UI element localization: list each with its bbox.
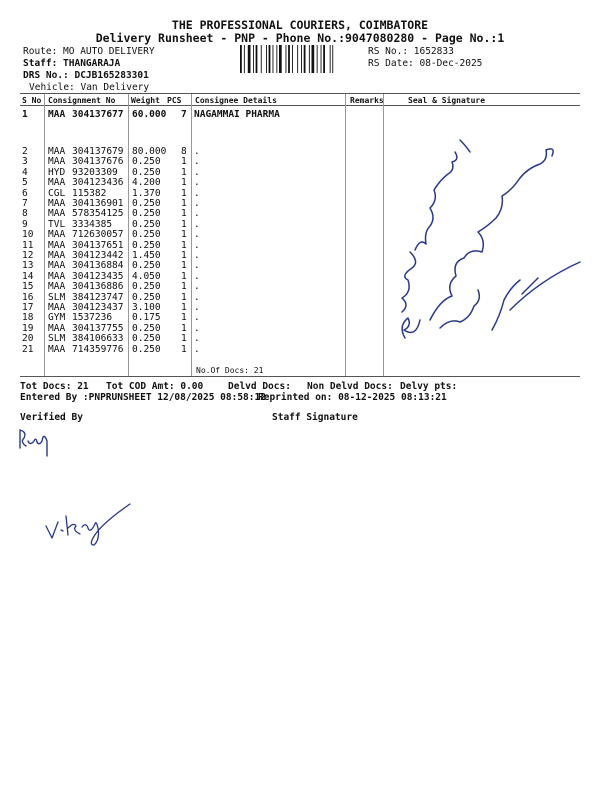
row-consignment-prefix: SLM <box>48 333 66 345</box>
row-consignment-number: 384106633 <box>72 333 124 345</box>
row-sno: 10 <box>22 229 34 241</box>
runsheet-title: Delivery Runsheet - PNP - Phone No.:9047080280 - Page No.:1 <box>95 31 505 45</box>
row-weight: 0.250 <box>132 260 161 272</box>
receiver-signature <box>402 140 580 338</box>
row-weight: 0.250 <box>132 208 161 220</box>
row-consignment-prefix: MAA <box>48 156 66 168</box>
row-consignment-number: 304123435 <box>72 270 124 282</box>
row-pcs: 1 <box>181 333 187 345</box>
verifier-signature <box>46 504 130 545</box>
row-consignment-number: 93203309 <box>72 166 118 178</box>
row-sno: 19 <box>22 322 34 334</box>
row-consignment-prefix: MAA <box>48 229 66 241</box>
row-sno: 2 <box>22 146 28 157</box>
row-sno: 4 <box>22 166 28 178</box>
row-consignment-number: 304136884 <box>72 260 124 272</box>
row-consignment-number: 712630057 <box>72 229 124 241</box>
row-weight: 0.250 <box>132 291 161 303</box>
row-consignment-prefix: MAA <box>48 109 66 120</box>
row-consignee: . <box>194 187 200 199</box>
row-sno: 3 <box>22 156 28 168</box>
row-consignee: . <box>194 146 200 157</box>
row-pcs: 1 <box>181 322 187 334</box>
row-pcs: 1 <box>181 260 187 272</box>
delivery-points: Delvy pts: <box>400 381 458 392</box>
row-consignee: . <box>194 312 200 324</box>
row-consignee: . <box>194 343 200 355</box>
row-consignment-prefix: SLM <box>48 291 66 303</box>
row-weight: 0.175 <box>132 312 161 324</box>
row-sno: 17 <box>22 302 34 313</box>
row-sno: 8 <box>22 208 28 220</box>
row-consignment-number: 115382 <box>72 187 107 199</box>
row-consignee: . <box>194 218 200 230</box>
row-pcs: 8 <box>181 146 187 157</box>
total-cod-amount: Tot COD Amt: 0.00 <box>106 381 204 392</box>
row-weight: 0.250 <box>132 322 161 334</box>
row-weight: 0.250 <box>132 343 161 355</box>
row-pcs: 1 <box>181 177 187 189</box>
row-pcs: 1 <box>181 229 187 241</box>
row-consignment-prefix: MAA <box>48 343 66 355</box>
row-consignment-prefix: GYM <box>48 312 66 324</box>
row-weight: 60.000 <box>132 109 167 120</box>
row-weight: 0.250 <box>132 229 161 241</box>
row-pcs: 1 <box>181 291 187 303</box>
row-weight: 0.250 <box>132 333 161 345</box>
row-pcs: 7 <box>181 109 187 120</box>
row-pcs: 1 <box>181 187 187 199</box>
delivered-docs: Delvd Docs: <box>228 381 291 392</box>
row-weight: 0.250 <box>132 166 161 178</box>
row-pcs: 1 <box>181 239 187 251</box>
row-consignment-number: 304137677 <box>72 109 124 120</box>
row-consignee: . <box>194 322 200 334</box>
route-label: Route: MO AUTO DELIVERY <box>23 46 155 57</box>
vehicle-label: Vehicle: Van Delivery <box>29 82 150 93</box>
row-weight: 1.370 <box>132 187 161 199</box>
row-pcs: 1 <box>181 218 187 230</box>
row-consignment-prefix: TVL <box>48 218 66 230</box>
row-weight: 3.100 <box>132 302 161 313</box>
row-pcs: 1 <box>181 156 187 168</box>
row-consignment-prefix: CGL <box>48 187 66 199</box>
row-consignee: . <box>194 208 200 220</box>
row-consignment-number: 304136886 <box>72 281 124 293</box>
verified-by-label: Verified By <box>20 412 83 423</box>
row-sno: 5 <box>22 177 28 189</box>
row-consignment-number: 304137755 <box>72 322 124 334</box>
row-consignee: . <box>194 250 200 261</box>
row-weight: 0.250 <box>132 218 161 230</box>
row-consignee: . <box>194 198 200 209</box>
row-pcs: 1 <box>181 198 187 209</box>
row-sno: 1 <box>22 109 28 120</box>
row-consignment-prefix: MAA <box>48 208 66 220</box>
row-consignment-prefix: MAA <box>48 198 66 209</box>
row-consignment-prefix: MAA <box>48 146 66 157</box>
col-consignment: Consignment No <box>48 96 116 105</box>
staff-label: Staff: THANGARAJA <box>23 58 121 69</box>
entered-by: Entered By :PNPRUNSHEET 12/08/2025 08:58:12 <box>20 392 266 403</box>
row-consignee: . <box>194 166 200 178</box>
row-weight: 0.250 <box>132 239 161 251</box>
verifier-initials <box>20 430 47 456</box>
row-consignee: . <box>194 229 200 241</box>
row-consignment-prefix: MAA <box>48 177 66 189</box>
staff-signature-label: Staff Signature <box>272 412 358 423</box>
row-consignment-number: 1537236 <box>72 312 113 324</box>
row-consignment-prefix: MAA <box>48 281 66 293</box>
col-pcs: PCS <box>167 96 182 105</box>
row-consignment-prefix: MAA <box>48 260 66 272</box>
row-sno: 14 <box>22 270 34 282</box>
row-consignee: . <box>194 239 200 251</box>
row-consignee: . <box>194 270 200 282</box>
col-consignee: Consignee Details <box>195 96 277 105</box>
row-consignee: . <box>194 302 200 313</box>
rs-number: RS No.: 1652833 <box>368 46 454 57</box>
row-consignee: . <box>194 177 200 189</box>
row-consignee: . <box>194 333 200 345</box>
total-docs: Tot Docs: 21 <box>20 381 89 392</box>
row-consignee: . <box>194 260 200 272</box>
row-sno: 13 <box>22 260 34 272</box>
non-delivered-docs: Non Delvd Docs: <box>307 381 393 392</box>
row-consignment-number: 304137651 <box>72 239 124 251</box>
row-consignee: NAGAMMAI PHARMA <box>194 109 280 120</box>
row-sno: 20 <box>22 333 34 345</box>
row-consignment-number: 304136901 <box>72 198 124 209</box>
row-pcs: 1 <box>181 343 187 355</box>
col-sno: S No <box>22 96 42 105</box>
reprinted-on: Reprinted on: 08-12-2025 08:13:21 <box>258 392 447 403</box>
row-consignee: . <box>194 281 200 293</box>
row-consignment-prefix: MAA <box>48 302 66 313</box>
row-sno: 11 <box>22 239 34 251</box>
col-weight: Weight <box>131 96 160 105</box>
row-sno: 16 <box>22 291 34 303</box>
row-pcs: 1 <box>181 208 187 220</box>
row-sno: 9 <box>22 218 28 230</box>
row-consignment-number: 578354125 <box>72 208 124 220</box>
row-consignment-prefix: MAA <box>48 250 66 261</box>
row-consignment-number: 304123442 <box>72 250 124 261</box>
row-pcs: 1 <box>181 312 187 324</box>
row-sno: 6 <box>22 187 28 199</box>
row-weight: 0.250 <box>132 198 161 209</box>
row-consignment-number: 304123437 <box>72 302 124 313</box>
row-weight: 0.250 <box>132 156 161 168</box>
row-pcs: 1 <box>181 166 187 178</box>
row-consignment-number: 714359776 <box>72 343 124 355</box>
row-sno: 21 <box>22 343 34 355</box>
row-pcs: 1 <box>181 250 187 261</box>
row-consignment-prefix: MAA <box>48 322 66 334</box>
no-of-docs: No.Of Docs: 21 <box>196 366 264 375</box>
row-consignment-number: 304137679 <box>72 146 124 157</box>
row-consignee: . <box>194 156 200 168</box>
row-consignment-number: 304123436 <box>72 177 124 189</box>
row-consignee: . <box>194 291 200 303</box>
col-remarks: Remarks <box>350 96 384 105</box>
row-consignment-prefix: MAA <box>48 270 66 282</box>
row-sno: 18 <box>22 312 34 324</box>
row-sno: 15 <box>22 281 34 293</box>
row-pcs: 1 <box>181 281 187 293</box>
drs-number: DRS No.: DCJB165283301 <box>23 70 149 81</box>
company-title: THE PROFESSIONAL COURIERS, COIMBATORE <box>171 18 429 32</box>
row-weight: 4.050 <box>132 270 161 282</box>
row-sno: 12 <box>22 250 34 261</box>
row-pcs: 1 <box>181 302 187 313</box>
row-weight: 4.200 <box>132 177 161 189</box>
row-weight: 80.000 <box>132 146 167 157</box>
row-consignment-number: 3334385 <box>72 218 113 230</box>
row-consignment-number: 304137676 <box>72 156 124 168</box>
rs-date: RS Date: 08-Dec-2025 <box>368 58 483 69</box>
row-weight: 1.450 <box>132 250 161 261</box>
row-weight: 0.250 <box>132 281 161 293</box>
row-consignment-prefix: HYD <box>48 166 66 178</box>
row-sno: 7 <box>22 198 28 209</box>
col-seal-signature: Seal & Signature <box>408 96 486 105</box>
row-consignment-number: 384123747 <box>72 291 124 303</box>
row-consignment-prefix: MAA <box>48 239 66 251</box>
row-pcs: 1 <box>181 270 187 282</box>
